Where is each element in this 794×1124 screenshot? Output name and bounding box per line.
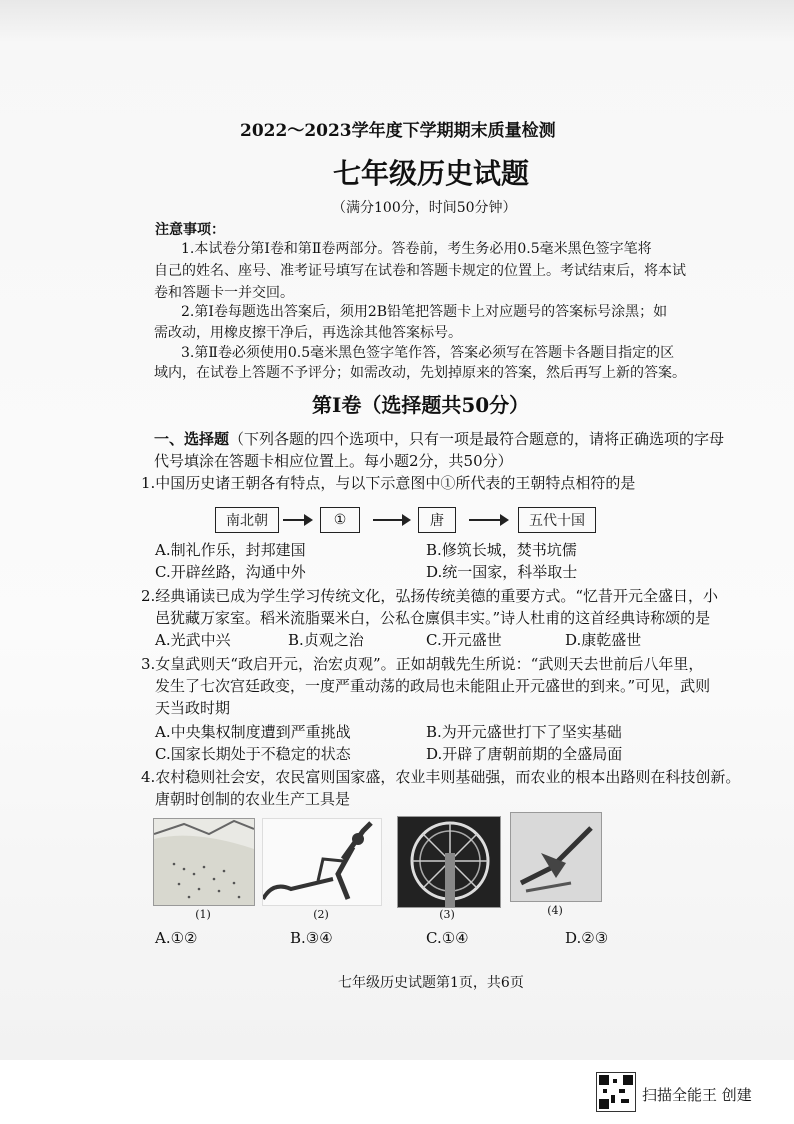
flow-box: 唐: [418, 507, 456, 533]
option-c: C.国家长期处于不稳定的状态: [155, 745, 351, 763]
flow-box: ①: [320, 507, 360, 533]
option-a: A.①②: [155, 929, 198, 947]
question-stem: 邑犹藏万家室。稻米流脂粟米白，公私仓廪俱丰实。”诗人杜甫的这首经典诗称颂的是: [155, 609, 711, 627]
question-stem: 3.女皇武则天“政启开元，治宏贞观”。正如胡戟先生所说：“武则天去世前后八年里，: [141, 655, 704, 673]
water-wheel-image: [397, 816, 501, 908]
curved-plow-farmer-image: [262, 818, 382, 906]
option-b: B.③④: [290, 929, 333, 947]
option-d: D.②③: [565, 929, 609, 947]
question-stem: 发生了七次宫廷政变，一度严重动荡的政局也未能阻止开元盛世的到来。”可见，武则: [155, 677, 711, 695]
option-d: D.开辟了唐朝前期的全盛局面: [426, 745, 623, 763]
farm-field-image: [153, 818, 255, 906]
plow-model-image: [510, 812, 602, 902]
option-c: C.①④: [426, 929, 469, 947]
section-title: 第Ⅰ卷（选择题共50分）: [312, 393, 530, 417]
exam-info: （满分100分，时间50分钟）: [332, 200, 517, 216]
option-b: B.贞观之治: [288, 631, 364, 649]
section-instructions: [154, 431, 724, 448]
notice-line: 卷和答题卡一并交回。: [154, 285, 294, 301]
notice-line: 域内，在试卷上答题不予评分；如需改动，先划掉原来的答案，然后再写上新的答案。: [154, 365, 686, 381]
option-d: D.康乾盛世: [565, 631, 642, 649]
picture-label: (3): [439, 908, 455, 921]
qr-code-icon: [596, 1072, 636, 1112]
option-a: A.制礼作乐，封邦建国: [155, 541, 306, 559]
flow-box: 南北朝: [215, 507, 279, 533]
page-footer: 七年级历史试题第1页，共6页: [338, 975, 524, 991]
option-d: D.统一国家，科举取士: [426, 563, 578, 581]
option-c: C.开辟丝路，沟通中外: [155, 563, 306, 581]
option-b: B.修筑长城，焚书坑儒: [426, 541, 577, 559]
picture-label: (4): [547, 904, 563, 917]
question-stem: 1.中国历史诸王朝各有特点，与以下示意图中①所代表的王朝特点相符的是: [141, 474, 636, 492]
flow-arrow: [469, 519, 507, 521]
question-stem: 4.农村稳则社会安，农民富则国家盛，农业丰则基础强，而农业的根本出路则在科技创新。: [141, 768, 741, 786]
section-label: 一、选择题: [154, 430, 230, 448]
exam-title: 七年级历史试题: [333, 157, 530, 190]
picture-label: (2): [313, 908, 329, 921]
question-stem: 唐朝时创制的农业生产工具是: [155, 790, 351, 808]
notice-line: 1.本试卷分第Ⅰ卷和第Ⅱ卷两部分。答卷前，考生务必用0.5毫米黑色签字笔将: [181, 241, 652, 257]
flow-arrow: [283, 519, 311, 521]
picture-label: (1): [195, 908, 211, 921]
section-instruction-line: （下列各题的四个选项中，只有一项是最符合题意的，请将正确选项的字母: [229, 430, 725, 448]
scanner-watermark: 扫描全能王 创建: [642, 1086, 752, 1104]
option-c: C.开元盛世: [426, 631, 502, 649]
notice-line: 2.第Ⅰ卷每题选出答案后，须用2B铅笔把答题卡上对应题号的答案标号涂黑；如: [181, 304, 668, 320]
notice-line: 需改动，用橡皮擦干净后，再选涂其他答案标号。: [154, 325, 462, 341]
flow-arrow: [373, 519, 409, 521]
exam-term-title: 2022～2023学年度下学期期末质量检测: [240, 121, 556, 141]
notice-heading: 注意事项：: [155, 222, 225, 238]
option-b: B.为开元盛世打下了坚实基础: [426, 723, 622, 741]
notice-line: 3.第Ⅱ卷必须使用0.5毫米黑色签字笔作答，答案必须写在答题卡各题目指定的区: [181, 345, 675, 361]
question-stem: 天当政时期: [155, 699, 231, 717]
question-stem: 2.经典诵读已成为学生学习传统文化，弘扬传统美德的重要方式。“忆昔开元全盛日，小: [141, 587, 718, 605]
notice-line: 自己的姓名、座号、准考证号填写在试卷和答题卡规定的位置上。考试结束后，将本试: [154, 263, 686, 279]
option-a: A.光武中兴: [155, 631, 231, 649]
section-instruction-line: 代号填涂在答题卡相应位置上。每小题2分，共50分）: [154, 452, 513, 470]
option-a: A.中央集权制度遭到严重挑战: [155, 723, 351, 741]
flow-box: 五代十国: [518, 507, 596, 533]
